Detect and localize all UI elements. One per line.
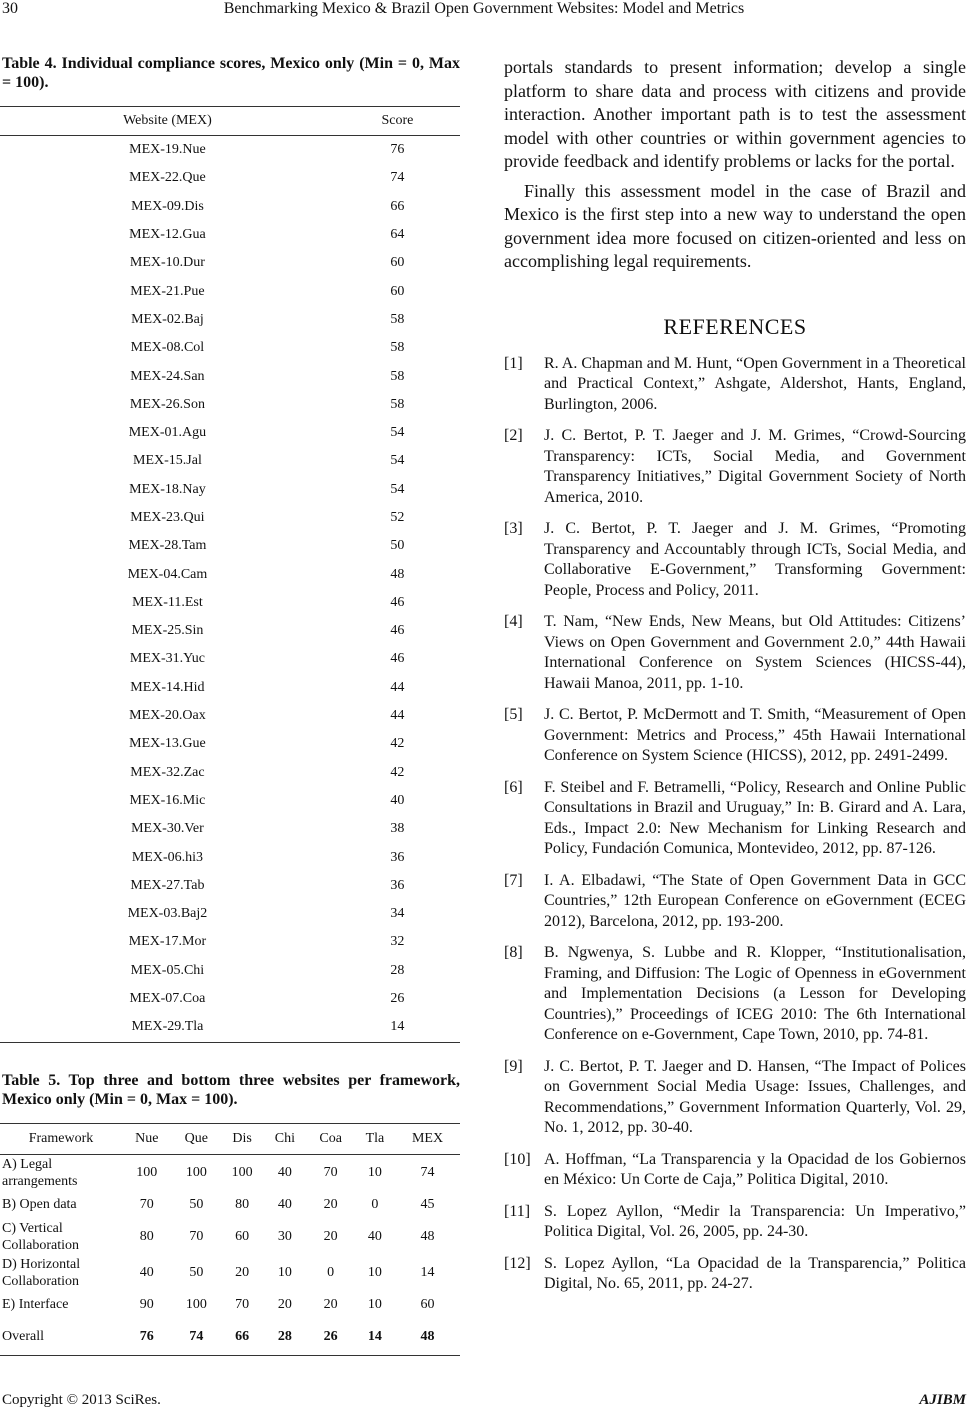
reference-item [504,1150,966,1191]
score-cell: 52 [390,510,405,525]
table-row [0,1013,460,1042]
score-cell: 46 [390,594,405,610]
table5-header-coa: Coa [307,1123,355,1154]
reference-number: [11] [504,1202,531,1220]
footer-journal: AJIBM [919,1392,966,1408]
reference-text: A. Hoffman, “La Transparencia y la Opacidad de los Gobiernos en México: Un Corte de Caja,” Politica Digital, 2010. [544,1150,966,1188]
table-row [0,560,460,588]
reference-item [504,705,966,767]
score-cell: 40 [277,1164,292,1180]
running-title: Benchmarking Mexico & Brazil Open Government Websites: Model and Metrics [223,0,745,17]
table-row [0,277,460,305]
table4-header-website: Website (MEX) [0,107,335,136]
score-cell: 40 [277,1196,292,1212]
table5-header-mex: MEX [395,1123,460,1154]
table5-header-nue: Nue [122,1123,172,1154]
framework-cell: C) Vertical Collaboration [2,1220,79,1253]
website-cell: MEX-17.Mor [128,934,207,950]
framework-cell: D) Horizontal Collaboration [2,1256,81,1289]
table-row [0,985,460,1013]
table-row [0,476,460,504]
score-cell: 54 [390,425,405,441]
score-cell: 28 [390,962,405,978]
website-cell: MEX-15.Jal [133,453,202,469]
table-row [0,447,460,475]
score-cell: 20 [323,1296,338,1312]
reference-item [504,943,966,1046]
score-cell: 100 [185,1296,207,1312]
score-cell: 74 [420,1164,435,1180]
score-cell: 50 [189,1264,204,1280]
table-row [0,1219,460,1255]
score-cell: 46 [390,651,405,667]
score-cell: 46 [390,623,405,639]
website-cell: MEX-04.Cam [127,566,208,582]
score-cell: 44 [390,679,405,695]
table5-caption: Table 5. Top three and bottom three websites per framework, Mexico only (Min = 0, Max = 100). [2,1071,460,1108]
left-column [0,54,462,1356]
reference-text: J. C. Bertot, P. T. Jaeger and J. M. Grimes, “Crowd-Sourcing Transparency: ICTs, Social Media, and Government Transparency Initiatives,” Digital Government Society of North America, 2010. [544,427,966,506]
table-row [0,1291,460,1319]
reference-number: [10] [504,1150,531,1168]
table5-header-dis: Dis [221,1123,263,1154]
table-row [0,843,460,871]
score-cell: 70 [139,1196,154,1212]
reference-text: I. A. Elbadawi, “The State of Open Government Data in GCC Countries,” 12th European Conference on eGovernment (ECEG 2012), Barcelona, 2012, pp. 193-200. [544,871,966,930]
score-cell: 40 [139,1264,154,1280]
table-row [0,645,460,673]
score-cell: 80 [235,1196,250,1212]
table-row [0,193,460,221]
reference-item [504,871,966,933]
score-cell: 64 [390,227,405,243]
score-cell: 90 [139,1296,154,1312]
reference-text: T. Nam, “New Ends, New Means, but Old Attitudes: Citizens’ Views on Open Government and Government 2.0,” 44th Hawaii International Conference on System Sciences (HICSS-44), Hawaii Manoa, 2011, pp. 1-10. [544,613,966,692]
score-cell: 74 [172,1319,222,1356]
page-number: 30 [2,0,18,17]
table-row [0,164,460,192]
score-cell: 66 [221,1319,263,1356]
score-cell: 50 [189,1196,204,1212]
score-cell: 34 [390,906,405,922]
table-row [0,787,460,815]
reference-number: [6] [504,778,523,796]
reference-item [504,1057,966,1139]
reference-number: [9] [504,1057,523,1075]
score-cell: 36 [390,877,405,893]
score-cell: 28 [263,1319,307,1356]
table-row [0,617,460,645]
reference-item [504,519,966,601]
website-cell: MEX-25.Sin [131,623,204,639]
framework-cell: E) Interface [2,1297,69,1312]
table-row [0,362,460,390]
score-cell: 66 [390,198,405,214]
reference-number: [3] [504,520,523,537]
score-cell: 14 [355,1319,395,1356]
table-row [0,1154,460,1191]
reference-text: J. C. Bertot, P. T. Jaeger and J. M. Grimes, “Promoting Transparency and Accountably through ICTs, Social Media, and Collaborative E-Government,” Transforming Government: People, Process and Policy, 2011. [544,520,966,599]
website-cell: MEX-02.Baj [131,311,204,327]
reference-number: [7] [504,871,523,889]
table5-header-framework: Framework [0,1123,122,1154]
score-cell: 100 [185,1164,207,1180]
table-row [0,1191,460,1219]
score-cell: 54 [390,481,405,497]
body-paragraph-2: Finally this assessment model in the case of Brazil and Mexico is the first step into a new way to understand the open government idea more focused on citizen-oriented and less on accomplishing legal requirements. [504,180,966,271]
right-column [504,56,966,1306]
website-cell: MEX-09.Dis [131,198,204,214]
table-row [0,900,460,928]
score-cell: 48 [395,1319,460,1356]
score-cell: 26 [390,991,405,1007]
table5-header-que: Que [172,1123,222,1154]
website-cell: MEX-03.Baj2 [127,906,208,922]
reference-item [504,354,966,416]
framework-cell: A) Legal arrangements [2,1156,78,1189]
score-cell: 20 [277,1296,292,1312]
reference-text: R. A. Chapman and M. Hunt, “Open Government in a Theoretical and Practical Context,” Ashgate, Aldershot, Hants, England, Burlington, 2006. [544,354,966,413]
table5 [0,1123,460,1356]
score-cell: 58 [390,340,405,356]
reference-text: S. Lopez Ayllon, “La Opacidad de la Transparencia,” Politica Digital, No. 65, 2011, pp. 24-27. [544,1254,966,1292]
score-cell: 42 [390,764,405,780]
score-cell: 14 [420,1264,435,1280]
score-cell: 100 [136,1164,158,1180]
table-row [0,391,460,419]
score-cell: 0 [371,1196,379,1212]
table4-header-score: Score [335,107,460,136]
website-cell: MEX-28.Tam [128,538,207,554]
score-cell: 48 [420,1228,435,1244]
table-row [0,702,460,730]
table-row [0,504,460,532]
reference-item [504,1202,966,1243]
score-cell: 58 [390,396,405,412]
website-cell: MEX-08.Col [130,340,205,356]
website-cell: MEX-13.Gue [129,736,206,752]
score-cell: 20 [235,1264,250,1280]
table-row [0,334,460,362]
body-paragraph-1: portals standards to present information; develop a single platform to share data and process with citizens and provide interaction. Another important path is to test the assessment model with other countries or within government agencies to provide feedback and identify problems or lacks for the portal. [504,57,966,171]
table4 [0,106,460,1043]
reference-item [504,426,966,508]
website-cell: MEX-07.Coa [129,991,206,1007]
score-cell: 58 [390,311,405,327]
reference-number: [1] [504,354,523,372]
website-cell: MEX-18.Nay [129,481,206,497]
reference-number: [8] [504,944,523,961]
website-cell: MEX-16.Mic [129,792,206,808]
table-row [0,249,460,277]
website-cell: MEX-29.Tla [0,1013,335,1042]
reference-text: B. Ngwenya, S. Lubbe and R. Klopper, “Institutionalisation, Framing, and Diffusion: The Logic of Openness in eGovernment and Implementation Decisions (a Lesson for Developing Countries),” Proceedings of ICEG 2010: The 6th International Conference on e-Government, Cape Town, 2010, pp. 74-81. [544,944,966,1043]
table-row [0,815,460,843]
website-cell: MEX-06.hi3 [131,849,204,865]
table5-header-chi: Chi [263,1123,307,1154]
table-row [0,306,460,334]
score-cell: 40 [390,792,405,808]
score-cell: 76 [122,1319,172,1356]
table-row [0,221,460,249]
reference-text: J. C. Bertot, P. McDermott and T. Smith, “Measurement of Open Government: Metrics and Process,” 45th Hawaii International Conference on System Science (HICSS), 2012, pp. 2491-2499. [544,706,966,764]
table-row [0,957,460,985]
score-cell: 54 [390,453,405,469]
website-cell: MEX-19.Nue [129,142,206,158]
website-cell: MEX-21.Pue [130,283,205,299]
reference-text: F. Steibel and F. Betramelli, “Policy, Research and Online Public Consultations in Brazil and Uruguay,” In: B. Girard and A. Lara, Eds., Impact 2.0: New Mechanism for Linking Research and Policy, Fundación Comunica, Montevideo, 2012, pp. 87-126. [544,778,966,857]
score-cell: 38 [390,821,405,837]
website-cell: MEX-20.Oax [129,708,206,724]
table-row [0,928,460,956]
reference-item [504,778,966,860]
score-cell: 60 [420,1296,435,1312]
website-cell: MEX-24.San [130,368,205,384]
score-cell: 45 [420,1196,435,1212]
score-cell: 0 [327,1264,335,1280]
reference-number: [5] [504,706,523,723]
table-row [0,532,460,560]
score-cell: 36 [390,849,405,865]
table-row [0,589,460,617]
score-cell: 10 [367,1264,382,1280]
website-cell: MEX-11.Est [132,594,203,610]
framework-cell: Overall [0,1319,122,1356]
website-cell: MEX-30.Ver [131,821,204,837]
website-cell: MEX-10.Dur [129,255,205,271]
score-cell: 74 [390,170,405,186]
footer-copyright: Copyright © 2013 SciRes. [2,1392,161,1408]
website-cell: MEX-31.Yuc [129,651,205,667]
website-cell: MEX-05.Chi [130,962,205,978]
table-row [0,136,460,165]
score-cell: 32 [390,934,405,950]
table-row [0,1319,460,1356]
score-cell: 60 [390,255,405,271]
reference-text: S. Lopez Ayllon, “Medir la Transparencia: Un Imperativo,” Politica Digital, Vol. 26, 2005, pp. 24-30. [544,1202,966,1240]
score-cell: 42 [390,736,405,752]
score-cell: 80 [139,1228,154,1244]
reference-number: [4] [504,613,523,630]
score-cell: 48 [390,566,405,582]
framework-cell: B) Open data [2,1197,77,1212]
website-cell: MEX-26.Son [129,396,205,412]
score-cell: 10 [367,1296,382,1312]
website-cell: MEX-12.Gua [129,227,206,243]
table-row [0,759,460,787]
website-cell: MEX-01.Agu [128,425,207,441]
score-cell: 30 [277,1228,292,1244]
score-cell: 76 [390,142,405,158]
score-cell: 70 [235,1296,250,1312]
score-cell: 10 [367,1164,382,1180]
website-cell: MEX-27.Tab [130,877,205,893]
references-heading: REFERENCES [663,313,807,339]
website-cell: MEX-22.Que [129,170,206,186]
website-cell: MEX-14.Hid [130,679,205,695]
table5-header-tla: Tla [355,1123,395,1154]
table4-caption: Table 4. Individual compliance scores, Mexico only (Min = 0, Max = 100). [2,55,460,91]
reference-item [504,1254,966,1295]
score-cell: 44 [390,708,405,724]
score-cell: 70 [189,1228,204,1244]
score-cell: 20 [323,1228,338,1244]
table-row [0,419,460,447]
website-cell: MEX-32.Zac [130,764,205,780]
score-cell: 100 [231,1164,253,1180]
score-cell: 70 [323,1164,338,1180]
reference-text: J. C. Bertot, P. T. Jaeger and D. Hansen, “The Impact of Polices on Government Social Media Usage: Issues, Challenges, and Recommendations,” Government Information Quarterly, Vol. 29, No. 1, 2012, pp. 30-40. [544,1057,966,1136]
score-cell: 14 [335,1013,460,1042]
score-cell: 10 [277,1264,292,1280]
reference-number: [2] [504,427,523,444]
reference-item [504,612,966,694]
score-cell: 60 [235,1228,250,1244]
score-cell: 58 [390,368,405,384]
score-cell: 60 [390,283,405,299]
table-row [0,872,460,900]
references-list [504,354,966,1295]
score-cell: 40 [367,1228,382,1244]
score-cell: 50 [390,538,405,554]
table-row [0,1255,460,1291]
reference-number: [12] [504,1254,531,1272]
score-cell: 20 [323,1196,338,1212]
website-cell: MEX-23.Qui [130,510,205,525]
table-row [0,674,460,702]
score-cell: 26 [307,1319,355,1356]
table-row [0,730,460,758]
